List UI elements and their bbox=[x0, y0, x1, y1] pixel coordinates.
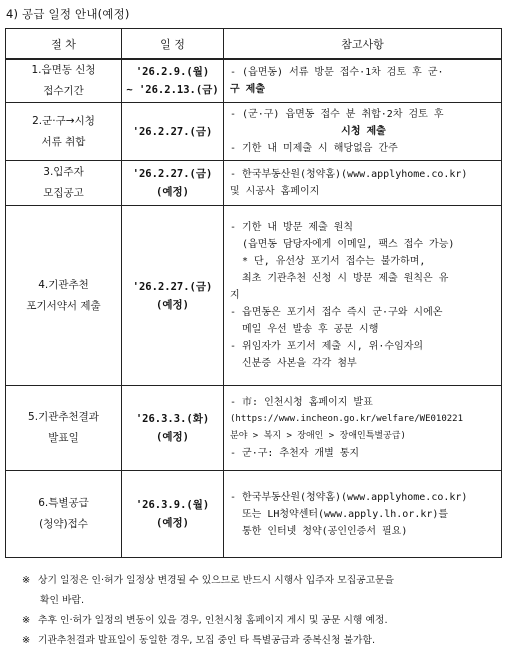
note-line: - (읍면동) 서류 방문 접수·1차 검토 후 군· bbox=[230, 67, 444, 78]
footnote-item bbox=[22, 631, 506, 651]
note-line: - 市: 인천시청 홈페이지 발표 bbox=[230, 397, 373, 408]
note-line: 신분증 사본을 각각 첨부 bbox=[242, 358, 357, 369]
footnote-text: 기관추천결과 발표일이 동일한 경우, 모집 중인 타 특별공급과 중복신청 불가함. bbox=[38, 635, 376, 646]
step-line: 6.특별공급 bbox=[38, 497, 89, 509]
date-line: (예정) bbox=[156, 517, 189, 529]
step-line: 4.기관추천 bbox=[38, 278, 89, 291]
footnote-text: 상기 일정은 인·허가 일정상 변경될 수 있으므로 반드시 시행사 입주자 모집공고문을 bbox=[38, 575, 395, 586]
date-line: '26.2.27.(금) bbox=[132, 168, 213, 180]
note-line: (읍면동 담당자에게 이메일, 팩스 접수 가능) bbox=[242, 239, 455, 250]
date-line: '26.2.9.(월) bbox=[135, 66, 210, 78]
notes-cell bbox=[224, 471, 502, 558]
table-row bbox=[6, 386, 502, 471]
step-line: 2.군·구→시청 bbox=[32, 114, 95, 127]
note-line: - 군·구: 추천자 개별 통지 bbox=[230, 448, 360, 459]
notes-cell bbox=[224, 161, 502, 206]
footnote-item bbox=[22, 611, 506, 631]
note-line: * 단, 유선상 포기서 접수는 불가하며, bbox=[242, 256, 426, 267]
note-line: - 한국부동산원(청약홈)(www.applyhome.co.kr) bbox=[230, 491, 468, 503]
table-row bbox=[6, 206, 502, 386]
footnote-text: 추후 인·허가 일정의 변동이 있을 경우, 인천시청 홈페이지 게시 및 공문 시행 예정. bbox=[38, 615, 388, 626]
step-cell bbox=[6, 206, 122, 386]
step-line: 1.읍면동 신청 bbox=[31, 64, 96, 76]
step-cell bbox=[6, 59, 122, 103]
date-cell bbox=[122, 386, 224, 471]
footnote-item bbox=[22, 571, 506, 591]
note-line: (https://www.incheon.go.kr/welfare/WE010221 bbox=[230, 414, 463, 424]
note-line: - 읍면동은 포기서 접수 즉시 군·구와 시에온 bbox=[230, 307, 443, 318]
step-line: 5.기관추천결과 bbox=[28, 411, 99, 423]
date-line: '26.2.27.(금) bbox=[132, 280, 213, 293]
note-line: - 한국부동산원(청약홈)(www.applyhome.co.kr) bbox=[230, 169, 468, 180]
notes-cell bbox=[224, 59, 502, 103]
schedule-table bbox=[5, 28, 502, 558]
date-line: '26.2.27.(금) bbox=[132, 125, 213, 138]
footnote-continuation: 확인 바람. bbox=[40, 595, 85, 606]
header-date: 일 정 bbox=[122, 29, 224, 60]
step-cell bbox=[6, 471, 122, 558]
step-line: 서류 취합 bbox=[41, 135, 86, 148]
date-cell bbox=[122, 206, 224, 386]
reference-mark-icon: ※ bbox=[22, 635, 31, 646]
note-line: 및 시공사 홈페이지 bbox=[230, 186, 320, 197]
date-cell bbox=[122, 161, 224, 206]
note-line: 시청 제출 bbox=[341, 126, 386, 137]
table-header-row bbox=[6, 29, 502, 60]
step-line: 3.입주자 bbox=[43, 166, 84, 178]
step-line: 모집공고 bbox=[43, 187, 84, 199]
note-line: - 위임자가 포기서 제출 시, 위·수임자의 bbox=[230, 341, 424, 352]
step-cell bbox=[6, 161, 122, 206]
step-cell bbox=[6, 103, 122, 161]
section-title: 4) 공급 일정 안내(예정) bbox=[6, 7, 130, 21]
date-line: (예정) bbox=[156, 298, 189, 311]
table-row bbox=[6, 161, 502, 206]
note-line: 또는 LH청약센터(www.apply.lh.or.kr)를 bbox=[242, 508, 449, 520]
notes-cell bbox=[224, 103, 502, 161]
date-line: (예정) bbox=[156, 186, 189, 198]
notes-cell bbox=[224, 206, 502, 386]
note-line: - 기한 내 미제출 시 해당없음 간주 bbox=[230, 143, 398, 154]
step-line: 포기서약서 제출 bbox=[26, 299, 101, 312]
date-line: '26.3.9.(월) bbox=[135, 499, 210, 511]
note-line: 최초 기관추천 신청 시 방문 제출 원칙은 유 bbox=[242, 273, 449, 284]
date-line: '26.3.3.(화) bbox=[135, 413, 210, 425]
step-line: 접수기간 bbox=[43, 85, 84, 97]
date-cell bbox=[122, 471, 224, 558]
table-row bbox=[6, 103, 502, 161]
note-line: - (군·구) 읍면동 접수 분 취합·2차 검토 후 bbox=[230, 109, 444, 120]
note-line: - 기한 내 방문 제출 원칙 bbox=[230, 222, 354, 233]
step-line: 발표일 bbox=[48, 432, 79, 444]
table-row bbox=[6, 59, 502, 103]
reference-mark-icon: ※ bbox=[22, 575, 31, 586]
date-line: (예정) bbox=[156, 431, 189, 443]
date-cell bbox=[122, 59, 224, 103]
step-line: (청약)접수 bbox=[39, 518, 88, 530]
note-line: 구 제출 bbox=[230, 84, 266, 95]
header-step: 절 차 bbox=[6, 29, 122, 60]
notes-cell bbox=[224, 386, 502, 471]
step-cell bbox=[6, 386, 122, 471]
reference-mark-icon: ※ bbox=[22, 615, 31, 626]
date-cell bbox=[122, 103, 224, 161]
table-row bbox=[6, 471, 502, 558]
note-line: 분야 > 복지 > 장애인 > 장애인특별공급) bbox=[230, 431, 406, 441]
date-line: ~ '26.2.13.(금) bbox=[126, 84, 219, 96]
note-line: 통한 인터넷 청약(공인인증서 필요) bbox=[242, 525, 408, 537]
footnotes bbox=[22, 571, 506, 651]
header-notes: 참고사항 bbox=[224, 29, 502, 60]
note-line: 메일 우선 발송 후 공문 시행 bbox=[242, 324, 379, 335]
note-line: 지 bbox=[230, 290, 240, 301]
